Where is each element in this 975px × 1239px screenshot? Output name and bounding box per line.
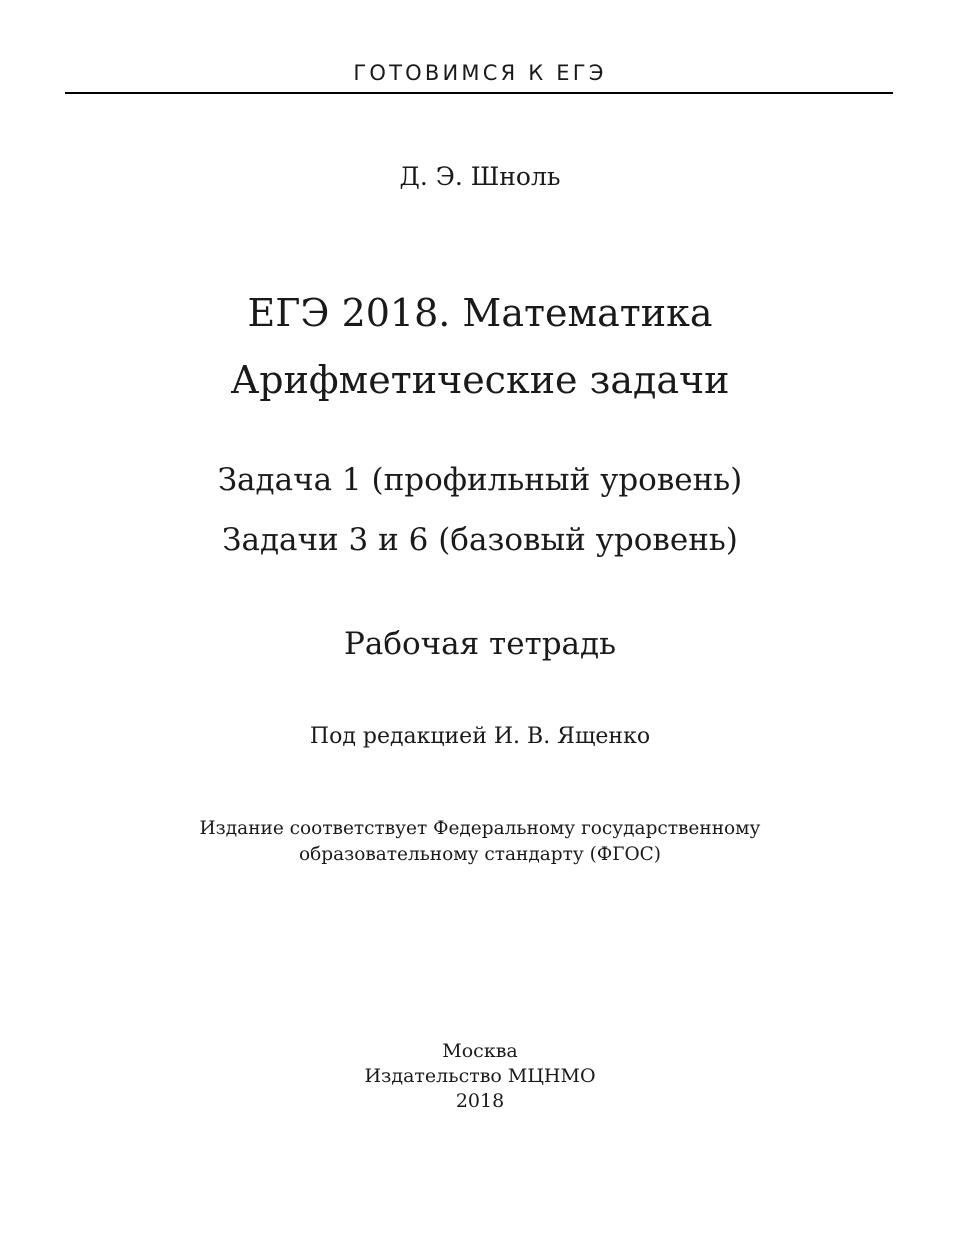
imprint-year: 2018	[455, 1090, 505, 1112]
header-rule	[65, 92, 893, 94]
standard-note-line-2: образовательному стандарту (ФГОС)	[298, 844, 662, 865]
imprint-city: Москва	[442, 1040, 518, 1062]
series-header: ГОТОВИМСЯ К ЕГЭ	[353, 61, 607, 85]
title-line-2: Арифметические задачи	[230, 358, 730, 402]
title-line-1: ЕГЭ 2018. Математика	[247, 291, 713, 335]
author: Д. Э. Шноль	[399, 162, 561, 191]
imprint-publisher: Издательство МЦНМО	[364, 1065, 596, 1087]
book-type: Рабочая тетрадь	[344, 626, 616, 662]
editor-credit: Под редакцией И. В. Ященко	[309, 724, 651, 749]
subtitle-line-1: Задача 1 (профильный уровень)	[217, 462, 743, 498]
subtitle-line-2: Задачи 3 и 6 (базовый уровень)	[222, 522, 738, 558]
standard-note-line-1: Издание соответствует Федеральному государственному	[199, 818, 761, 839]
